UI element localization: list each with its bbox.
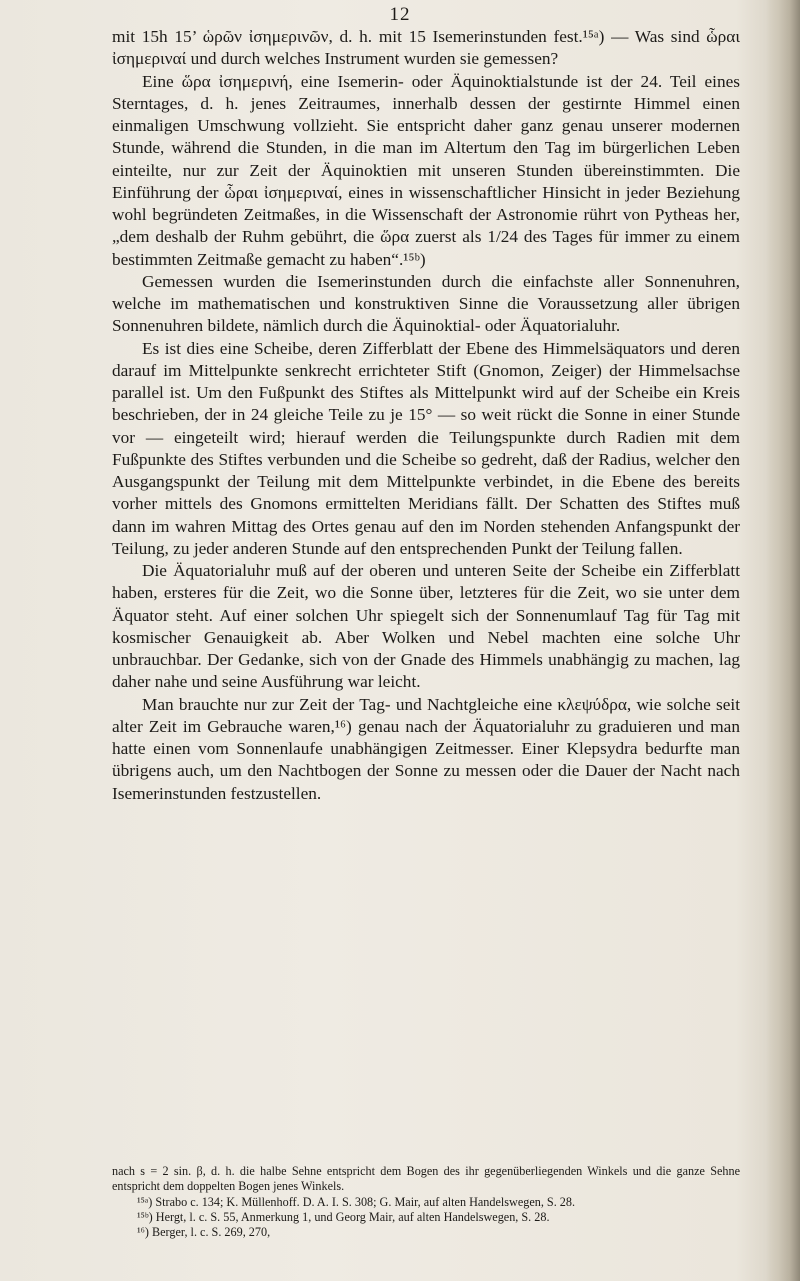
footnote: nach s = 2 sin. β, d. h. die halbe Sehne entspricht dem Bogen des ihr gegenüberliegenden Winkels und die ganze Sehne entspricht dem doppelten Bogen jenes Winkels.: [112, 1164, 740, 1194]
page-edge-shadow: [766, 0, 800, 1281]
footnotes: [112, 1164, 740, 1240]
paragraph: Es ist dies eine Scheibe, deren Zifferblatt der Ebene des Himmelsäquators und deren darauf im Mittelpunkte senkrecht errichteter Stift (Gnomon, Zeiger) der Himmelsachse parallel ist. Um den Fußpunkt des Stiftes als Mittelpunkt wird auf der Scheibe ein Kreis beschrieben, der in 24 gleiche Teile zu je 15° — so weit rückt die Sonne in einer Stunde vor — eingeteilt wird; hierauf werden die Teilungspunkte durch Radien mit dem Fußpunkte des Stiftes verbunden und die Scheibe so gedreht, daß der Radius, welcher den Ausgangspunkt der Teilung mit dem Mittelpunkte verbindet, in die Ebene des bereits vorher mittels des Gnomons ermittelten Meridians fällt. Der Schatten des Stiftes muß dann im wahren Mittag des Ortes genau auf den im Norden stehenden Anfangspunkt der Teilung, zu jeder anderen Stunde auf den entsprechenden Punkt der Teilung fallen.: [112, 338, 740, 558]
footnote: ¹⁵ᵇ) Hergt, l. c. S. 55, Anmerkung 1, und Georg Mair, auf alten Handelswegen, S. 28.: [137, 1209, 550, 1224]
footnote: ¹⁶) Berger, l. c. S. 269, 270,: [137, 1225, 271, 1240]
footnote: ¹⁵ᵃ) Strabo c. 134; K. Müllenhoff. D. A. I. S. 308; G. Mair, auf alten Handelswegen, S. 28.: [137, 1194, 576, 1209]
paragraph: mit 15h 15’ ὡρῶν ἰσημερινῶν, d. h. mit 15 Isemerinstunden fest.¹⁵ᵃ) — Was sind ὧραι ἰσημεριναί und durch welches Instrument wurden sie gemessen?: [112, 27, 740, 69]
main-text: [112, 26, 740, 805]
paragraph: Gemessen wurden die Isemerinstunden durch die einfachste aller Sonnenuhren, welche im mathematischen und konstruktiven Sinne die Voraussetzung aller übrigen Sonnenuhren bildete, nämlich durch die Äquinoktial- oder Äquatorialuhr.: [112, 271, 740, 336]
paragraph: Eine ὥρα ἰσημερινή, eine Isemerin- oder Äquinoktialstunde ist der 24. Teil eines Sterntages, d. h. jenes Zeitraumes, innerhalb dessen der gestirnte Himmel einen einmaligen Umschwung vollzieht. Sie entspricht daher ganz genau unserer modernen Stunde, während die Stunden, in die man im Altertum den Tag im bürgerlichen Leben einteilte, nur zur Zeit der Äquinoktien mit unseren Stunden übereinstimmten. Die Einführung der ὧραι ἰσημεριναί, eines in wissenschaftlicher Hinsicht in jeder Beziehung wohl begründeten Zeitmaßes, in die Wissenschaft der Astronomie rührt von Pytheas her, „dem deshalb der Ruhm gebührt, die ὥρα zuerst als 1/24 des Tages für immer zu einem bestimmten Zeitmaße gemacht zu haben“.¹⁵ᵇ): [112, 71, 740, 269]
page-number: 12: [389, 4, 411, 25]
paragraph: Die Äquatorialuhr muß auf der oberen und unteren Seite der Scheibe ein Zifferblatt haben, ersteres für die Zeit, wo die Sonne über, letzteres für die Zeit, wo sie unter dem Äquator steht. Auf einer solchen Uhr spiegelt sich der Sonnenumlauf Tag für Tag mit kosmischer Genauigkeit ab. Aber Wolken und Nebel machten eine solche Uhr unbrauchbar. Der Gedanke, sich von der Gnade des Himmels unabhängig zu machen, lag daher nahe und seine Ausführung war leicht.: [112, 561, 740, 692]
paragraph: Man brauchte nur zur Zeit der Tag- und Nachtgleiche eine κλεψύδρα, wie solche seit alter Zeit im Gebrauche waren,¹⁶) genau nach der Äquatorialuhr zu graduieren und man hatte einen vom Sonnenlaufe unabhängigen Zeitmesser. Einer Klepsydra bedurfte man übrigens auch, um den Nachtbogen der Sonne zu messen oder die Dauer der Nacht nach Isemerinstunden festzustellen.: [112, 694, 740, 803]
